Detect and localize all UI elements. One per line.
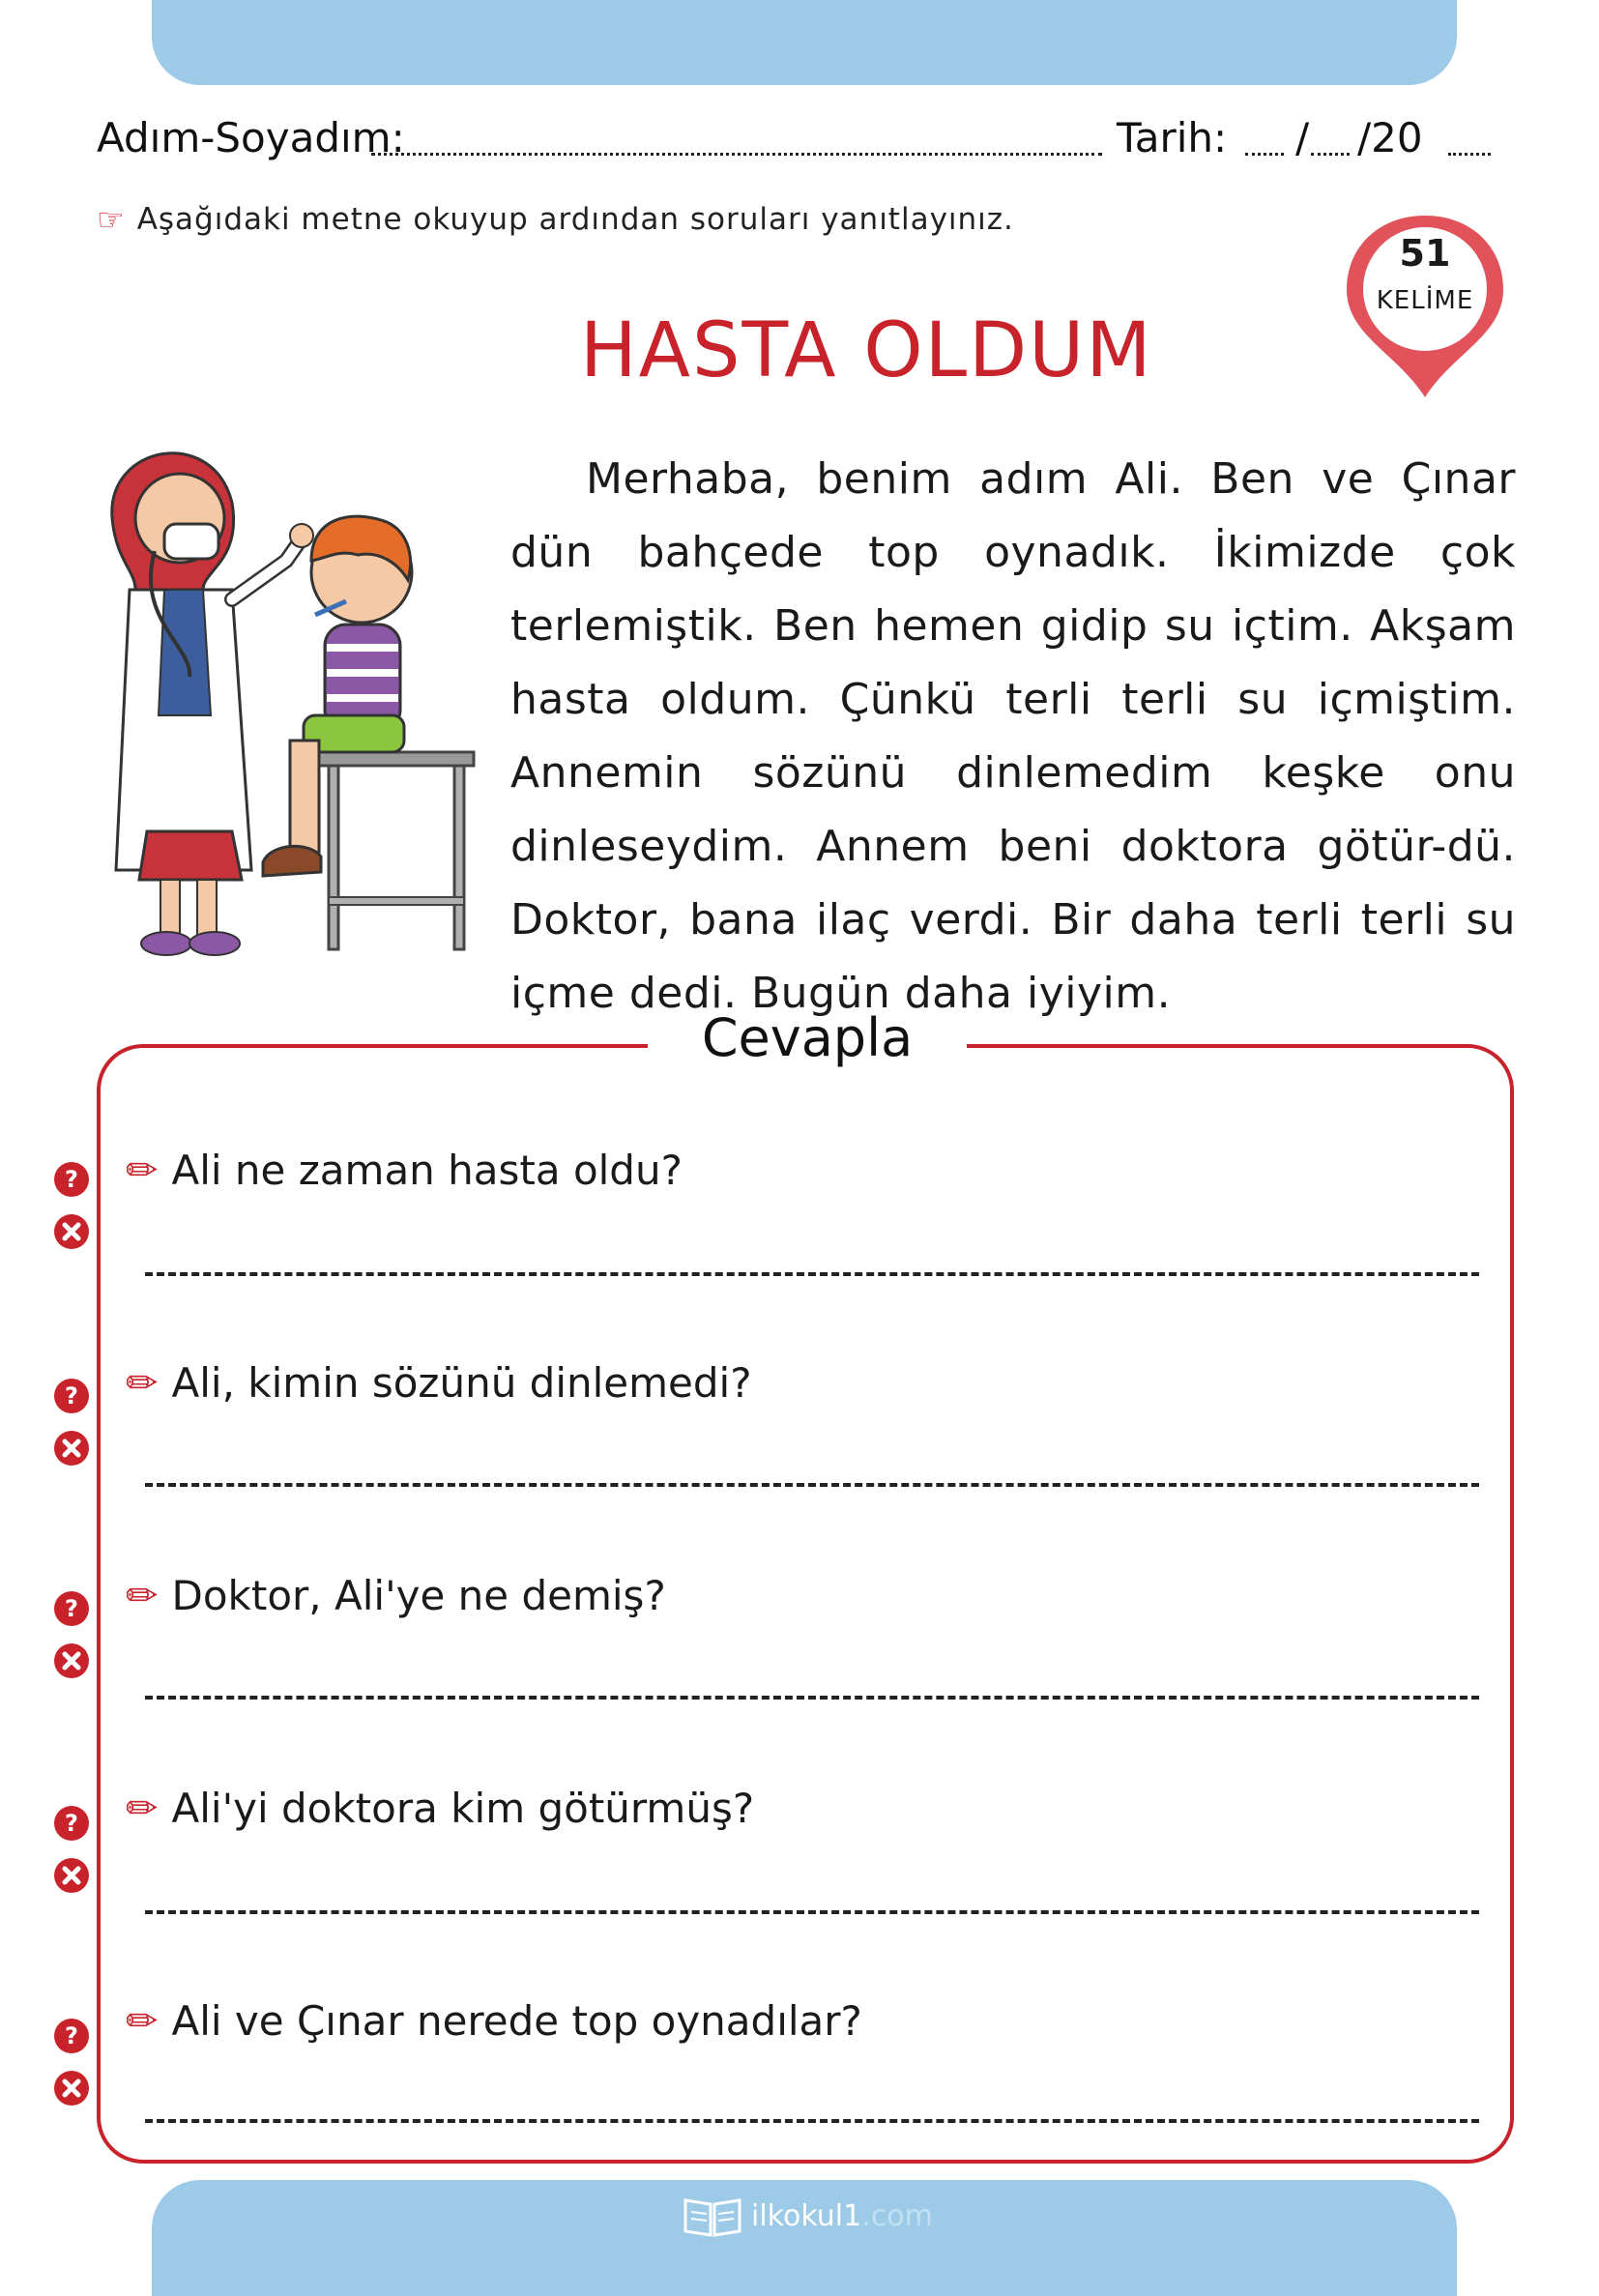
name-field[interactable] — [371, 153, 1102, 156]
svg-text:?: ? — [65, 1595, 78, 1622]
svg-text:?: ? — [65, 1810, 78, 1837]
footer-logo-suffix: .com — [861, 2198, 933, 2233]
footer-logo-text: ilkokul1 — [751, 2198, 862, 2233]
instruction-text: Aşağıdaki metne okuyup ardından soruları yanıtlayınız. — [136, 202, 1014, 237]
date-day-field[interactable] — [1245, 153, 1284, 156]
answer-line[interactable] — [145, 2119, 1479, 2123]
date-label: Tarih: — [1117, 114, 1228, 161]
pencil-icon: ✏ — [126, 1998, 159, 2044]
question-text: Ali'yi doktora kim götürmüş? — [171, 1785, 755, 1832]
question-text: Ali ve Çınar nerede top oynadılar? — [171, 1997, 862, 2045]
question-item — [126, 1572, 666, 1619]
doctor-child-illustration — [97, 425, 503, 967]
date-year-field[interactable] — [1448, 153, 1491, 156]
pencil-icon: ✏ — [126, 1573, 159, 1618]
close-icon — [52, 1429, 91, 1468]
svg-text:?: ? — [65, 1382, 78, 1410]
close-icon — [52, 1856, 91, 1895]
instruction — [97, 201, 1014, 238]
answer-line[interactable] — [145, 1696, 1479, 1700]
story-title: HASTA OLDUM — [580, 307, 1153, 394]
answer-section-title: Cevapla — [701, 1007, 914, 1068]
question-mark-icon — [52, 1160, 91, 1199]
close-icon — [52, 1212, 91, 1251]
word-count-number: 51 — [1399, 232, 1451, 275]
date-year-prefix: /20 — [1357, 114, 1423, 161]
question-text: Ali, kimin sözünü dinlemedi? — [171, 1359, 752, 1407]
book-icon — [682, 2193, 743, 2239]
pencil-icon: ✏ — [126, 1148, 159, 1193]
top-banner — [152, 0, 1457, 85]
question-mark-icon — [52, 2017, 91, 2055]
date-separator: / — [1295, 114, 1310, 161]
answer-line[interactable] — [145, 1272, 1479, 1276]
doctor-icon — [112, 453, 313, 955]
word-count-label: KELİME — [1376, 286, 1474, 315]
question-mark-icon — [52, 1804, 91, 1843]
question-item — [126, 1147, 683, 1194]
question-text: Ali ne zaman hasta oldu? — [171, 1147, 683, 1194]
svg-text:?: ? — [65, 1166, 78, 1193]
question-item — [126, 1785, 754, 1832]
question-mark-icon — [52, 1589, 91, 1628]
name-label: Adım-Soyadım: — [97, 114, 405, 161]
pencil-icon: ✏ — [126, 1360, 159, 1406]
question-item — [126, 1359, 752, 1407]
question-mark-icon — [52, 1377, 91, 1415]
date-month-field[interactable] — [1311, 153, 1350, 156]
pencil-icon: ✏ — [126, 1786, 159, 1831]
pointing-hand-icon: ☞ — [97, 201, 126, 238]
close-icon — [52, 1642, 91, 1680]
story-text: Merhaba, benim adım Ali. Ben ve Çınar dün bahçede top oynadık. İkimizde çok terlemiştik. Ben hemen gidip su içtim. Akşam hasta oldum. Çünkü terli terli su içmiştim. Annemin sözünü dinlemedim keşke onu dinleseydim. Annem beni doktora götür-dü. Doktor, bana ilaç verdi. Bir daha terli terli su içme dedi. Bugün daha iyiyim. — [510, 454, 1516, 1018]
stool-icon — [307, 752, 474, 949]
answer-line[interactable] — [145, 1483, 1479, 1487]
question-text: Doktor, Ali'ye ne demiş? — [171, 1572, 666, 1619]
close-icon — [52, 2069, 91, 2107]
footer-logo — [682, 2193, 933, 2239]
question-item — [126, 1997, 862, 2045]
svg-text:?: ? — [65, 2022, 78, 2049]
answer-line[interactable] — [145, 1910, 1479, 1914]
